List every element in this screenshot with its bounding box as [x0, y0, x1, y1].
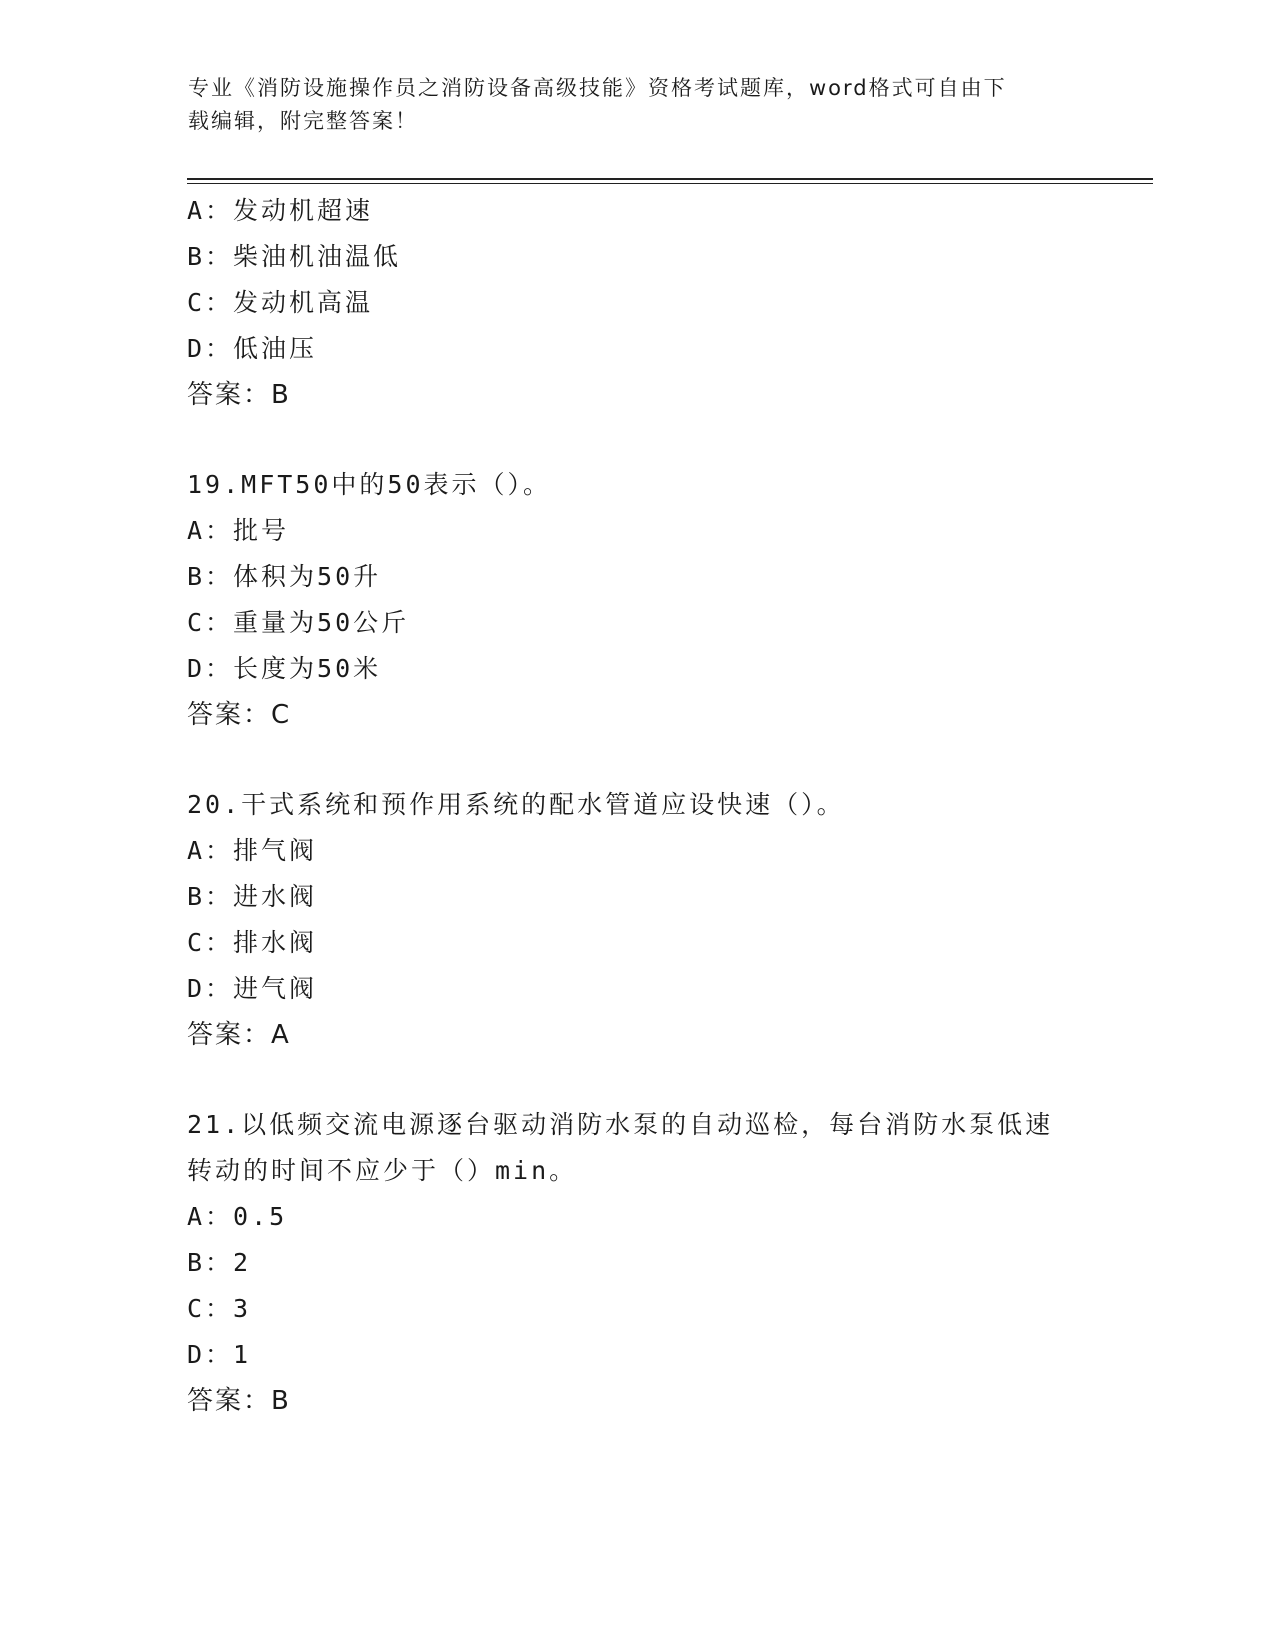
question-stem-line-2: 转动的时间不应少于（）min。: [187, 1156, 578, 1185]
option-d: D：长度为50米: [187, 654, 382, 683]
option-d: D：进气阀: [187, 974, 318, 1003]
option-c: C：3: [187, 1294, 252, 1323]
option-a: A：排气阀: [187, 836, 318, 865]
question-stem-line-1: 21.以低频交流电源逐台驱动消防水泵的自动巡检，每台消防水泵低速: [187, 1110, 1054, 1139]
header-divider-top: [187, 178, 1153, 180]
header-line-1: 专业《消防设施操作员之消防设备高级技能》资格考试题库，word格式可自由下: [188, 76, 1007, 100]
option-c: C：重量为50公斤: [187, 608, 410, 637]
question-18: [187, 188, 1147, 418]
option-c: C：排水阀: [187, 928, 318, 957]
option-b: B：体积为50升: [187, 562, 382, 591]
answer: 答案：B: [187, 1386, 291, 1416]
option-b: B：进水阀: [187, 882, 318, 911]
document-header: [188, 72, 1068, 138]
header-divider-bottom: [187, 183, 1153, 184]
answer: 答案：A: [187, 1020, 291, 1050]
option-b: B：柴油机油温低: [187, 242, 402, 271]
answer: 答案：C: [187, 700, 292, 730]
question-list: [187, 188, 1147, 1468]
option-d: D：低油压: [187, 334, 318, 363]
option-d: D：1: [187, 1340, 252, 1369]
question-21: [187, 1102, 1147, 1424]
option-b: B：2: [187, 1248, 252, 1277]
question-19: [187, 462, 1147, 738]
header-line-2: 载编辑，附完整答案！: [188, 109, 418, 133]
question-20: [187, 782, 1147, 1058]
option-c: C：发动机高温: [187, 288, 374, 317]
question-stem: 19.MFT50中的50表示（）。: [187, 470, 552, 499]
option-a: A：发动机超速: [187, 196, 374, 225]
option-a: A：0.5: [187, 1202, 288, 1231]
answer: 答案：B: [187, 380, 291, 410]
option-a: A：批号: [187, 516, 290, 545]
question-stem: 20.干式系统和预作用系统的配水管道应设快速（）。: [187, 790, 845, 819]
